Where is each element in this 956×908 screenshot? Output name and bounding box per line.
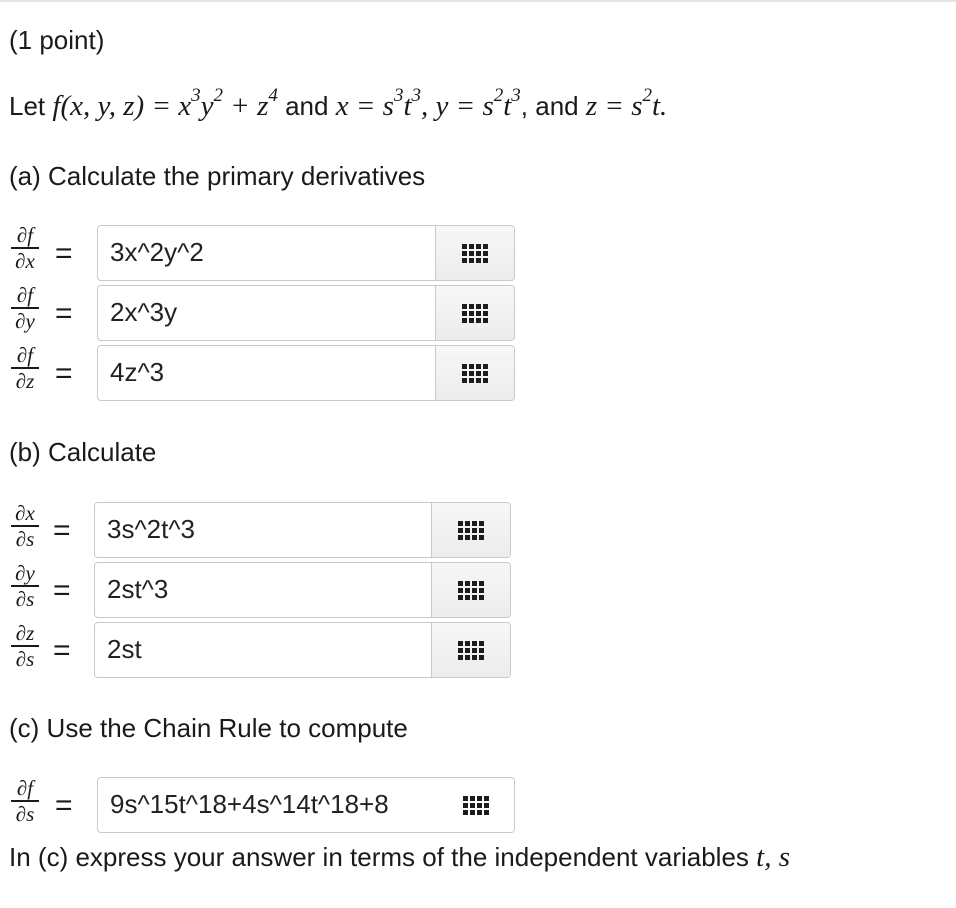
- comma-text: ,: [520, 91, 529, 121]
- grid-icon: [462, 304, 488, 323]
- and-text-2: and: [528, 91, 586, 121]
- answer-field-dy-ds[interactable]: [94, 562, 511, 618]
- answer-field-df-ds[interactable]: [97, 777, 515, 833]
- equals-sign: =: [53, 514, 71, 547]
- part-b-heading: (b) Calculate: [9, 437, 157, 467]
- equals-sign: =: [55, 237, 73, 270]
- f-definition: f(x, y, $z) = x^3y^2 + z^4$: [52, 85, 278, 122]
- part-c-heading: (c) Use the Chain Rule to compute: [9, 713, 408, 743]
- equals-sign: =: [55, 789, 73, 822]
- derivative-df-dy: ∂f ∂y: [9, 284, 41, 332]
- independent-variables: t, s: [756, 841, 790, 873]
- derivative-df-ds: ∂f ∂s: [9, 777, 41, 825]
- equation-editor-button[interactable]: [435, 226, 514, 280]
- answer-field-dz-ds[interactable]: [94, 622, 511, 678]
- derivative-dz-ds: ∂z ∂s: [9, 622, 41, 670]
- answer-input[interactable]: 3s^2t^3: [107, 514, 196, 544]
- equation-editor-button[interactable]: [431, 563, 510, 617]
- x-definition: $x = s^3t^3$, $y = s^2t^3$: [335, 85, 521, 122]
- and-text-1: and: [277, 91, 336, 121]
- answer-field-dx-ds[interactable]: [94, 502, 511, 558]
- answer-input[interactable]: 9s^15t^18+4s^14t^18+8: [110, 789, 389, 819]
- equation-editor-button[interactable]: [431, 623, 510, 677]
- equals-sign: =: [55, 297, 73, 330]
- answer-input[interactable]: 4z^3: [110, 357, 165, 387]
- grid-icon: [463, 796, 489, 815]
- let-text: Let: [9, 91, 46, 121]
- equation-editor-button[interactable]: [435, 346, 514, 400]
- part-a-heading: (a) Calculate the primary derivatives: [9, 161, 426, 191]
- answer-field-df-dz[interactable]: [97, 345, 515, 401]
- grid-icon: [462, 364, 488, 383]
- grid-icon: [458, 521, 484, 540]
- equation-editor-button[interactable]: [438, 778, 514, 832]
- equals-sign: =: [53, 574, 71, 607]
- answer-field-df-dx[interactable]: [97, 225, 515, 281]
- derivative-dx-ds: ∂x ∂s: [9, 502, 41, 550]
- answer-input[interactable]: 2st^3: [107, 574, 169, 604]
- problem-statement: [9, 85, 668, 122]
- answer-input[interactable]: 3x^2y^2: [110, 237, 204, 267]
- grid-icon: [458, 581, 484, 600]
- derivative-dy-ds: ∂y ∂s: [9, 562, 41, 610]
- points-label: (1 point): [9, 25, 105, 55]
- equals-sign: =: [55, 357, 73, 390]
- derivative-df-dz: ∂f ∂z: [9, 344, 41, 392]
- grid-icon: [462, 244, 488, 263]
- z-definition: $z = s^2t$.: [585, 85, 668, 122]
- equation-editor-button[interactable]: [435, 286, 514, 340]
- equals-sign: =: [53, 634, 71, 667]
- grid-icon: [458, 641, 484, 660]
- answer-input[interactable]: 2st: [107, 634, 142, 664]
- equation-editor-button[interactable]: [431, 503, 510, 557]
- answer-field-df-dy[interactable]: [97, 285, 515, 341]
- top-divider: [0, 0, 956, 2]
- instruction-note: In (c) express your answer in terms of the independent variables t, s: [9, 841, 790, 873]
- derivative-df-dx: ∂f ∂x: [9, 224, 41, 272]
- answer-input[interactable]: 2x^3y: [110, 297, 178, 327]
